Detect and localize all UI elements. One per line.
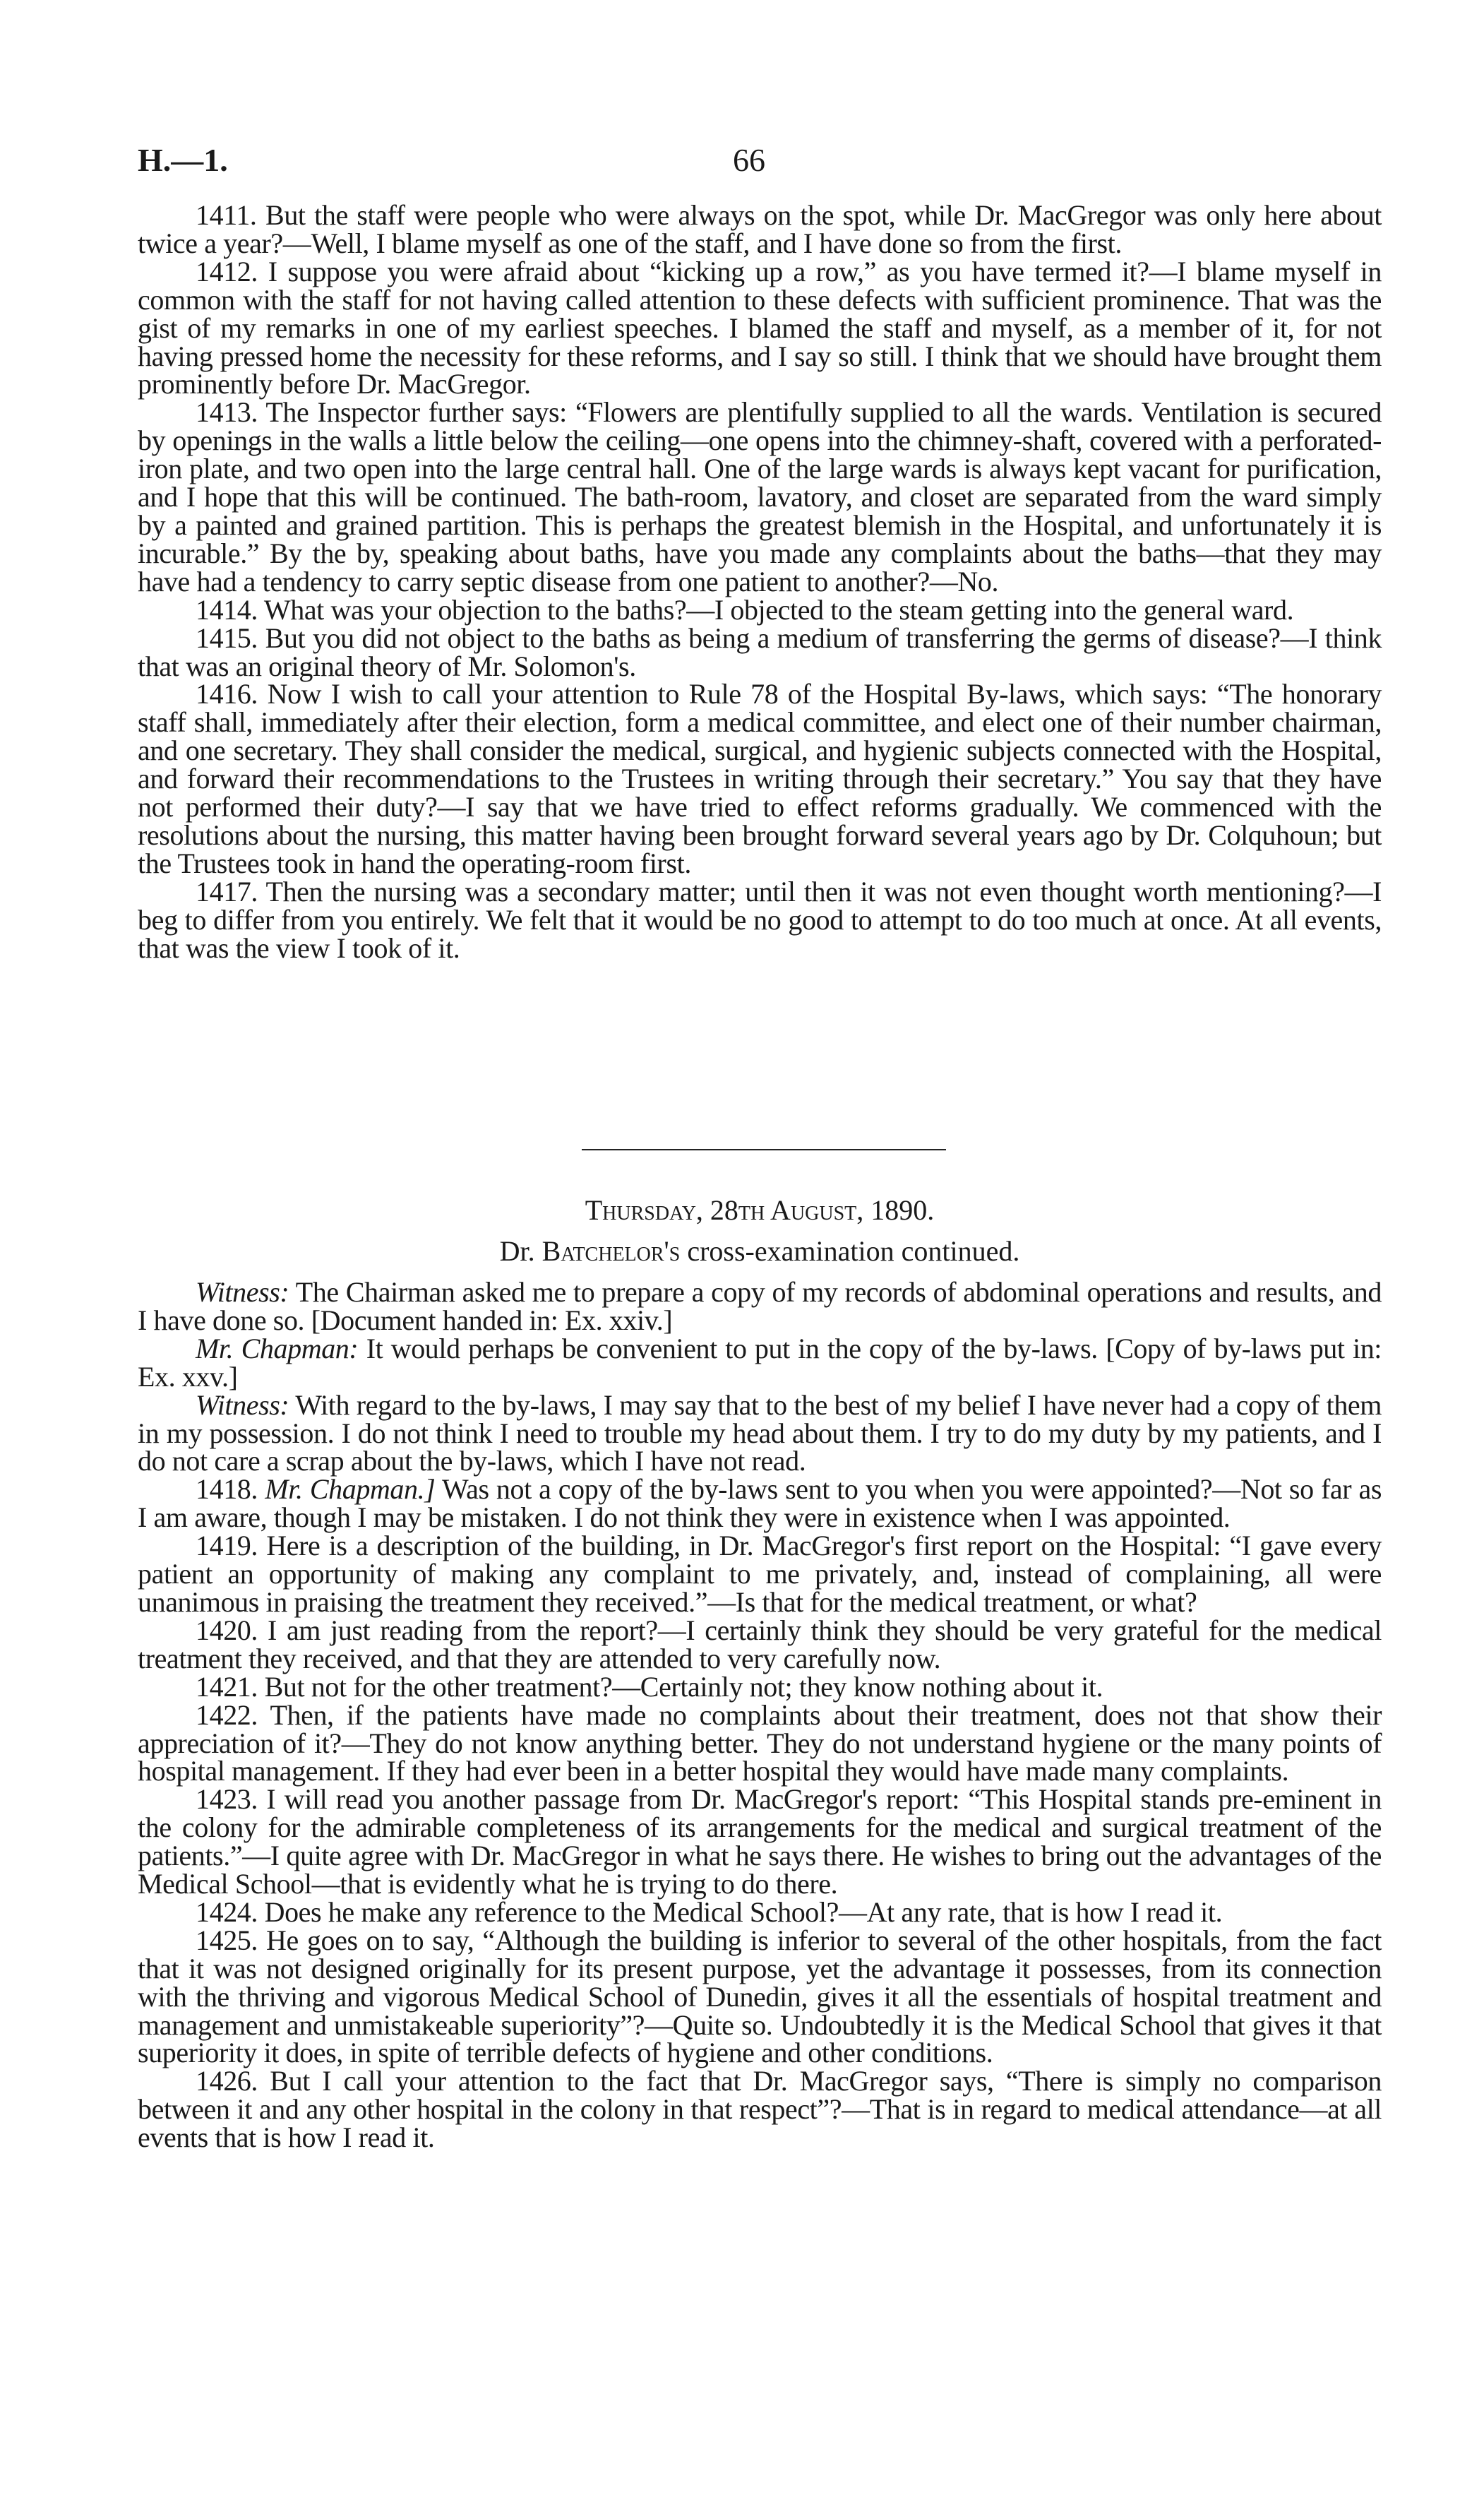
paragraph-1426: 1426. But I call your attention to the fact that Dr. MacGregor says, “There is simply no comparison between it and any other hospital in the colony in that respect”?—That is in regard to medical attendance—at all events that is how I read it.	[138, 2065, 1382, 2154]
paragraph-1420: 1420. I am just reading from the report?—I certainly think they should be very grateful for the medical treatment they received, and that they are attended to very carefully now.	[138, 1614, 1382, 1674]
paragraph-text: It would perhaps be convenient to put in the copy of the by-laws. [Copy of by-laws put in: Ex. xxv.]	[138, 1332, 1382, 1393]
session-date: Thursday, 28th August, 1890.	[585, 1194, 935, 1226]
paragraph-1423: 1423. I will read you another passage from Dr. MacGregor's report: “This Hospital stands pre-eminent in the colony for the admirable completeness of its arrangements for the medical and surgical treatment of the patients.”—I quite agree with Dr. MacGregor in what he says there. He wishes to bring out the advantages of the Medical School—that is evidently what he is trying to do there.	[138, 1783, 1382, 1900]
page-number: 66	[733, 142, 765, 178]
paragraph-1413: 1413. The Inspector further says: “Flowers are plentifully supplied to all the wards. Ventilation is secured by openings in the walls a little below the ceiling—one opens into the chimney-shaft, covered with a perforated-iron plate, and two open into the large central hall. One of the large wards is always kept vacant for purification, and I hope that this will be continued. The bath-room, lavatory, and closet are separated from the ward simply by a painted and grained partition. This is perhaps the greatest blemish in the Hospital, and unfortunately it is incurable.” By the by, speaking about baths, have you made any complaints about the baths—that they may have had a tendency to carry septic disease from one patient to another?—No.	[138, 396, 1382, 597]
speaker: Mr. Chapman.]	[265, 1473, 436, 1506]
subtitle-suffix: cross-examination continued.	[680, 1235, 1020, 1267]
paragraph-1416: 1416. Now I wish to call your attention to Rule 78 of the Hospital By-laws, which says: “The honorary staff shall, immediately after their election, form a medical committee, and elect one of their number chairman, and one secretary. They shall consider the medical, surgical, and hygienic subjects connected with the Hospital, and forward their recommendations to the Trustees in writing through their secretary.” You say that they have not performed their duty?—I say that we have tried to effect reforms gradually. We commenced with the resolutions about the nursing, this matter having been brought forward several years ago by Dr. Colquhoun; but the Trustees took in hand the operating-room first.	[138, 678, 1382, 879]
paragraph-1425: 1425. He goes on to say, “Although the building is inferior to several of the other hospitals, from the fact that it was not designed originally for its present purpose, yet the advantage it possesses, from its connection with the thriving and vigorous Medical School of Dunedin, gives it all the essentials of hospital treatment and management and unmistakeable superiority”?—Quite so. Undoubtedly it is the Medical School that gives it that superiority it does, in spite of terrible defects of hygiene and other conditions.	[138, 1924, 1382, 2069]
document-code: H.—1.	[138, 142, 228, 178]
paragraph-1414: 1414. What was your objection to the baths?—I objected to the steam getting into the general ward.	[196, 593, 1294, 626]
paragraph-1411: 1411. But the staff were people who were always on the spot, while Dr. MacGregor was only here about twice a year?—Well, I blame myself as one of the staff, and I have done so from the first.	[138, 199, 1382, 259]
paragraph-witness-bylaws	[138, 1388, 1382, 1477]
speaker: Mr. Chapman:	[196, 1332, 359, 1364]
evidence-section-1	[138, 201, 1382, 962]
paragraph-1412: 1412. I suppose you were afraid about “kicking up a row,” as you have termed it?—I blame myself in common with the staff for not having called attention to these defects with sufficient prominence. That was the gist of my remarks in one of my earliest speeches. I blamed the staff and myself, as a member of it, for not having pressed home the necessity for these reforms, and I say so still. I think that we should have brought them prominently before Dr. MacGregor.	[138, 255, 1382, 400]
paragraph-1415: 1415. But you did not object to the baths as being a medium of transferring the germs of disease?—I think that was an original theory of Mr. Solomon's.	[138, 621, 1382, 682]
question-number: 1418.	[196, 1473, 265, 1506]
paragraph-witness-records	[138, 1278, 1382, 1335]
section-divider	[582, 1149, 946, 1150]
paragraph-1417: 1417. Then the nursing was a secondary matter; until then it was not even thought worth mentioning?—I beg to differ from you entirely. We felt that it would be no good to attempt to do too much at once. At all events, that was the view I took of it.	[138, 875, 1382, 964]
subtitle-prefix: Dr.	[499, 1235, 542, 1267]
paragraph-text: The Chairman asked me to prepare a copy of my records of abdominal operations and results, and I have done so. [Document handed in: Ex. xxiv.]	[138, 1276, 1382, 1336]
paragraph-1424: 1424. Does he make any reference to the Medical School?—At any rate, that is how I read it.	[196, 1895, 1223, 1928]
witness-name: Batchelor's	[541, 1235, 681, 1267]
evidence-section-2	[138, 1278, 1382, 2152]
speaker: Witness:	[196, 1276, 289, 1308]
paragraph-1421: 1421. But not for the other treatment?—Certainly not; they know nothing about it.	[196, 1670, 1103, 1703]
session-subtitle	[138, 1234, 1382, 1268]
paragraph-1418	[138, 1475, 1382, 1532]
paragraph-text: With regard to the by-laws, I may say that to the best of my belief I have never had a copy of them in my possession. I do not think I need to trouble my head about them. I try to do my duty by my patients, and I do not care a scrap about the by-laws, which I have not read.	[138, 1388, 1382, 1477]
paragraph-text: Was not a copy of the by-laws sent to you when you were appointed?—Not so far as I am aware, though I may be mistaken. I do not think they were in existence when I was appointed.	[138, 1473, 1382, 1534]
paragraph-1419: 1419. Here is a description of the building, in Dr. MacGregor's first report on the Hospital: “I gave every patient an opportunity of making any complaint to me privately, and, instead of complaining, all were unanimous in praising the treatment they received.”—Is that for the medical treatment, or what?	[138, 1530, 1382, 1618]
paragraph-1422: 1422. Then, if the patients have made no complaints about their treatment, does not that show their appreciation of it?—They do not know anything better. They do not understand hygiene or the many points of hospital management. If they had ever been in a better hospital they would have made many complaints.	[138, 1698, 1382, 1787]
speaker: Witness:	[196, 1388, 289, 1421]
paragraph-chapman-bylaws	[138, 1332, 1382, 1393]
